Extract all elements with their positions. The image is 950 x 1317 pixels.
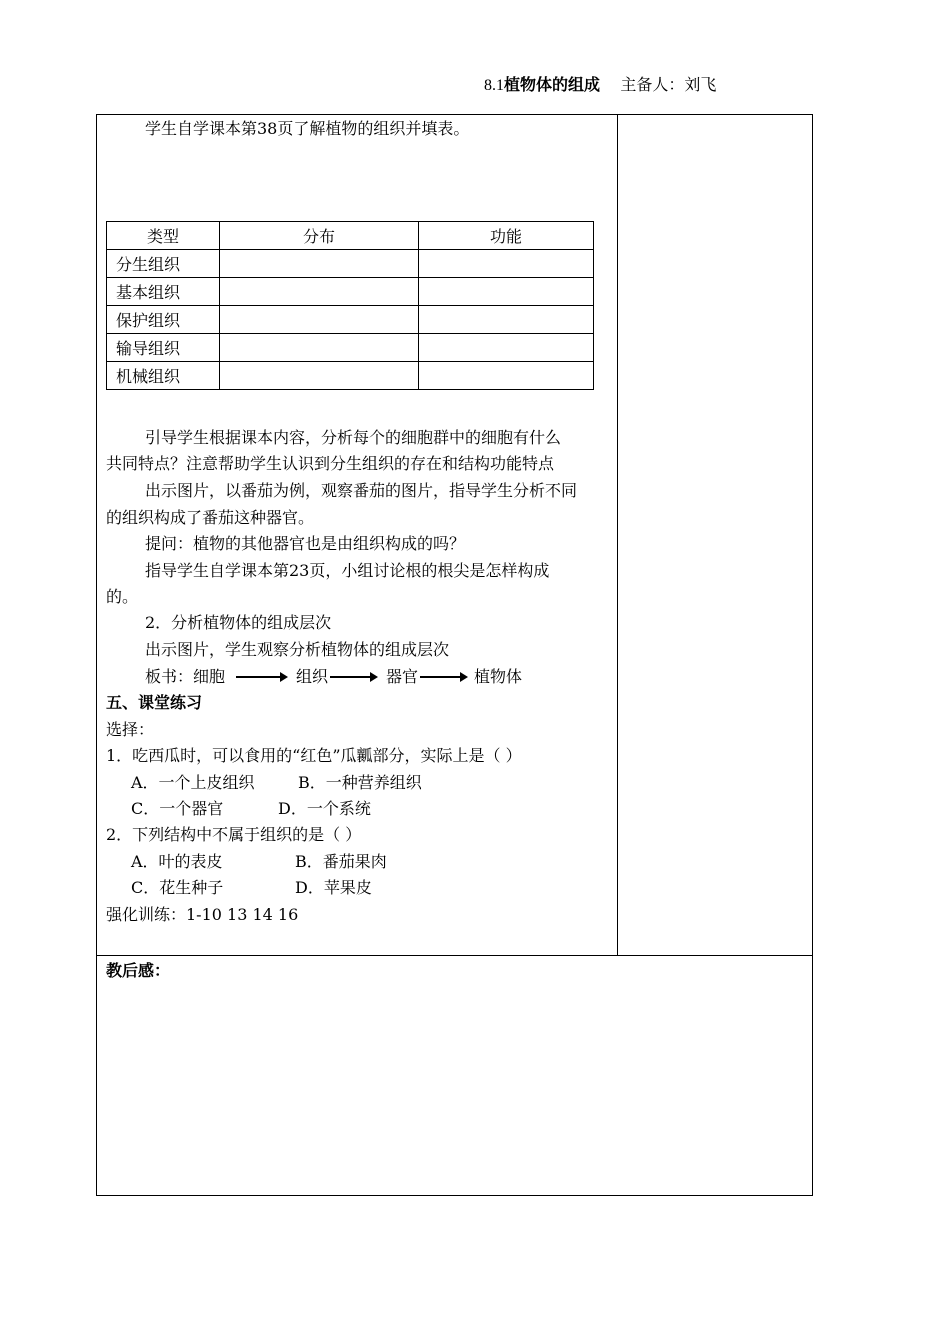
table-header-row (107, 222, 594, 250)
table-cell-type: 分生组织 (107, 250, 220, 278)
q2-option-a: A．叶的表皮 (131, 852, 223, 871)
table-cell-empty[interactable] (419, 334, 594, 362)
paragraph-line: 2．分析植物体的组成层次 (145, 613, 332, 632)
table-cell-empty[interactable] (220, 334, 419, 362)
page-header (484, 72, 716, 95)
arrow-right-icon (330, 676, 376, 678)
table-cell-type: 输导组织 (107, 334, 220, 362)
question-1: 1．吃西瓜时，可以食用的“红色”瓜瓤部分，实际上是（ ） (106, 746, 522, 765)
table-cell-empty[interactable] (220, 362, 419, 390)
intro-text: 学生自学课本第38页了解植物的组织并填表。 (145, 119, 470, 138)
table-row (107, 334, 594, 362)
table-header-function: 功能 (419, 222, 594, 250)
q2-option-c: C．花生种子 (131, 878, 224, 897)
table-row (107, 250, 594, 278)
tissue-table (106, 221, 594, 390)
q1-option-d: D．一个系统 (278, 799, 371, 818)
lesson-number: 8.1 (484, 77, 504, 94)
board-label: 板书：细胞 (145, 667, 226, 686)
paragraph-line: 的。 (106, 587, 139, 606)
table-cell-empty[interactable] (419, 362, 594, 390)
table-row (107, 278, 594, 306)
choose-label: 选择： (106, 720, 155, 739)
paragraph-line: 提问：植物的其他器官也是由组织构成的吗？ (145, 534, 466, 553)
table-row (107, 362, 594, 390)
board-step-plant: 植物体 (474, 667, 523, 686)
reflection-label: 教后感： (106, 961, 171, 980)
preparer: 主备人：刘飞 (620, 75, 717, 94)
column-divider (617, 114, 618, 956)
question-2: 2．下列结构中不属于组织的是（ ） (106, 825, 362, 844)
table-cell-type: 保护组织 (107, 306, 220, 334)
paragraph-line: 的组织构成了番茄这种器官。 (106, 508, 315, 527)
reflection-box (96, 955, 813, 1196)
table-cell-empty[interactable] (419, 278, 594, 306)
q1-option-a: A．一个上皮组织 (131, 773, 255, 792)
board-step-organ: 器官 (386, 667, 419, 686)
q1-option-c: C．一个器官 (131, 799, 224, 818)
table-cell-empty[interactable] (419, 306, 594, 334)
paragraph-line: 出示图片，以番茄为例，观察番茄的图片，指导学生分析不同 (145, 481, 578, 500)
lesson-title: 植物体的组成 (504, 75, 601, 94)
paragraph-line: 共同特点？注意帮助学生认识到分生组织的存在和结构功能特点 (106, 454, 555, 473)
q2-option-d: D．苹果皮 (295, 878, 372, 897)
arrow-right-icon (420, 676, 466, 678)
paragraph-line: 指导学生自学课本第23页，小组讨论根的根尖是怎样构成 (145, 561, 550, 580)
table-cell-empty[interactable] (419, 250, 594, 278)
table-cell-empty[interactable] (220, 250, 419, 278)
paragraph-line: 引导学生根据课本内容，分析每个的细胞群中的细胞有什么 (145, 428, 562, 447)
board-step-tissue: 组织 (296, 667, 329, 686)
q2-option-b: B．番茄果肉 (295, 852, 387, 871)
table-row (107, 306, 594, 334)
table-header-type: 类型 (107, 222, 220, 250)
q1-option-b: B．一种营养组织 (298, 773, 422, 792)
training-text: 强化训练：1-10 13 14 16 (106, 905, 299, 924)
table-cell-empty[interactable] (220, 278, 419, 306)
paragraph-line: 出示图片，学生观察分析植物体的组成层次 (145, 640, 450, 659)
arrow-right-icon (236, 676, 286, 678)
table-cell-type: 机械组织 (107, 362, 220, 390)
table-header-distribution: 分布 (220, 222, 419, 250)
table-cell-type: 基本组织 (107, 278, 220, 306)
exercise-heading: 五、课堂练习 (106, 693, 203, 712)
table-cell-empty[interactable] (220, 306, 419, 334)
